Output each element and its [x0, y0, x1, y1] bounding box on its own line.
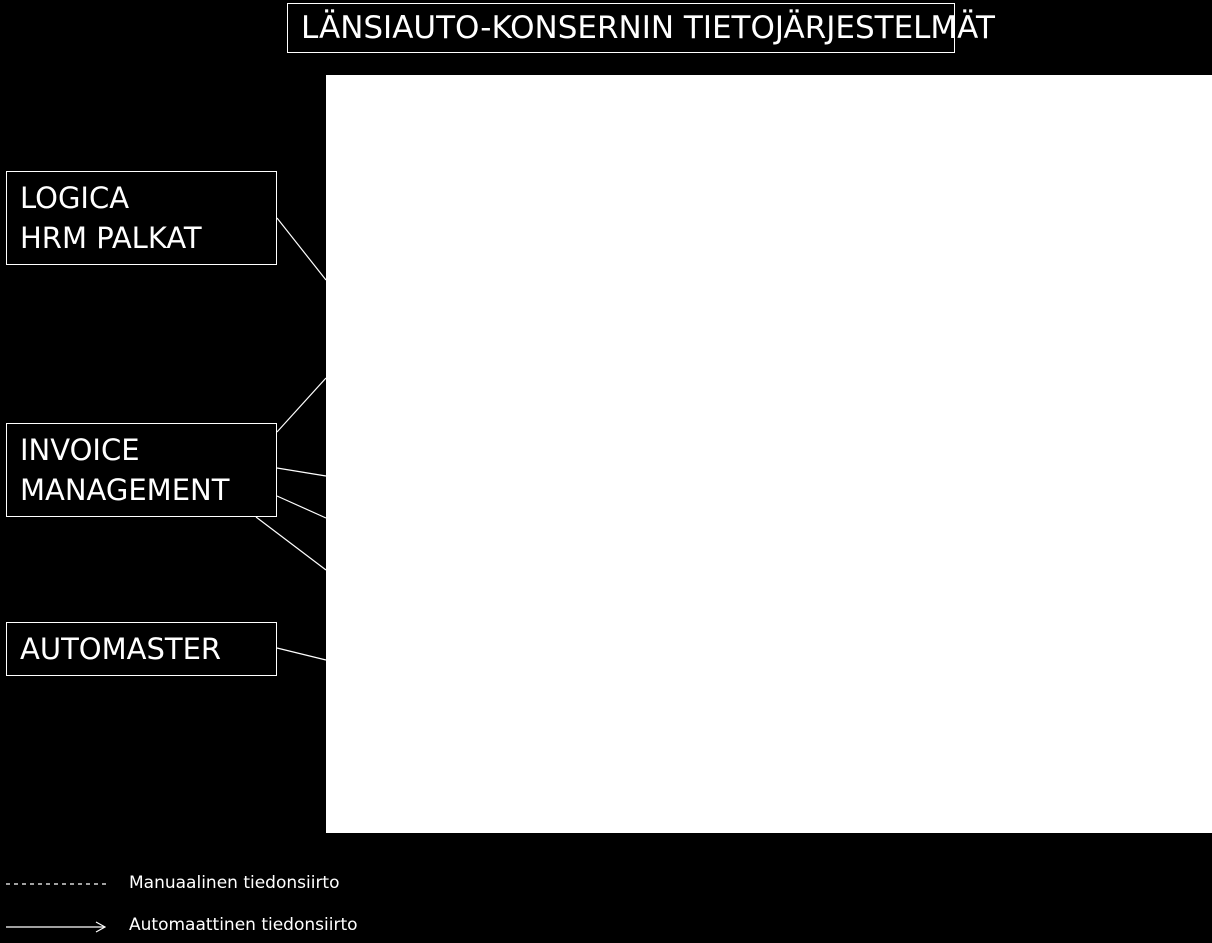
system-box-invoice — [6, 423, 277, 517]
system-box-logica — [6, 171, 277, 265]
legend-manual-label: Manuaalinen tiedonsiirto — [129, 873, 340, 893]
diagram-title-text: LÄNSIAUTO-KONSERNIN TIETOJÄRJESTELMÄT — [301, 10, 995, 46]
arrow-line-icon — [6, 914, 106, 936]
connector-invoice-bottom — [256, 517, 326, 570]
system-invoice-line-1: INVOICE — [20, 433, 140, 467]
system-invoice-line-2: MANAGEMENT — [20, 473, 230, 507]
diagram-title — [287, 3, 995, 53]
system-box-automaster — [6, 622, 277, 676]
system-logica-line-1: LOGICA — [20, 181, 130, 215]
connector-invoice-mid — [277, 468, 326, 476]
legend-automatic-label: Automaattinen tiedonsiirto — [129, 915, 358, 935]
connector-logica — [277, 218, 326, 280]
connector-invoice-up — [277, 378, 326, 432]
systems-panel — [326, 75, 1212, 833]
connector-automaster — [277, 648, 326, 660]
connector-invoice-low — [277, 496, 326, 518]
dashed-line-icon — [6, 872, 106, 894]
system-automaster-line-1: AUTOMASTER — [20, 632, 222, 666]
legend-manual — [6, 872, 340, 894]
legend-automatic — [6, 914, 358, 936]
system-logica-line-2: HRM PALKAT — [20, 221, 202, 255]
